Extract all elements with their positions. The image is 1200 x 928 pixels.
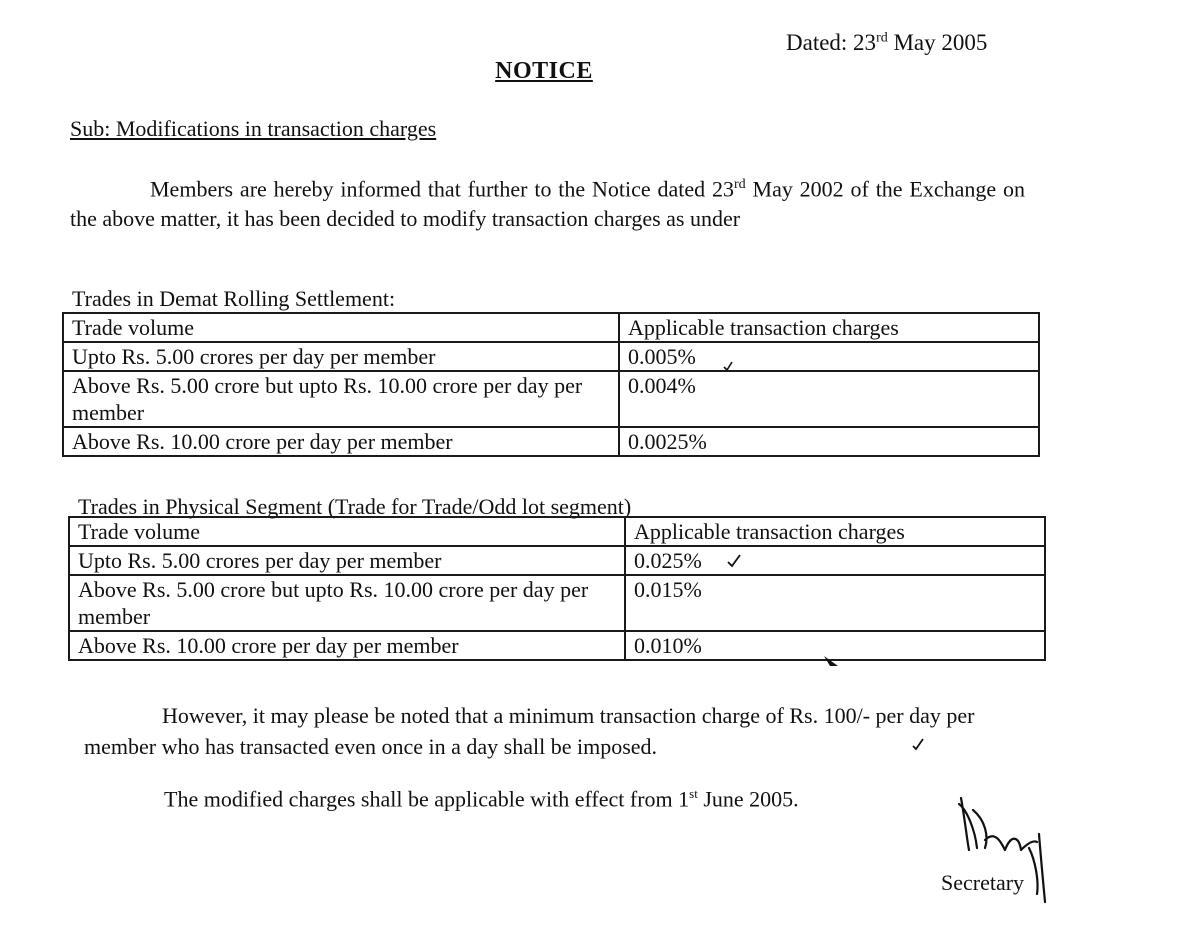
intro-paragraph: Members are hereby informed that further to the Notice dated 23rd May 2002 of the Exchange on the above matter, it has been decided to modify transaction charges as under	[70, 176, 1025, 232]
table-row	[63, 371, 1039, 427]
notice-date: Dated: 23rd May 2005	[786, 30, 988, 55]
signatory-label: Secretary	[941, 870, 1025, 895]
column-header-charges: Applicable transaction charges	[619, 313, 1039, 342]
charge-cell: 0.010%	[625, 631, 1045, 660]
charge-cell: 0.004%	[619, 371, 1039, 427]
date-ordinal: rd	[876, 30, 888, 46]
trade-volume-cell: Upto Rs. 5.00 crores per day per member	[69, 546, 625, 575]
table-row	[69, 575, 1045, 631]
charge-cell: 0.0025%	[619, 427, 1039, 456]
pen-mark-icon	[822, 654, 840, 670]
tick-mark-icon	[910, 736, 926, 752]
table-row	[63, 342, 1039, 371]
demat-section-heading: Trades in Demat Rolling Settlement:	[72, 286, 396, 311]
tick-mark-icon	[722, 360, 734, 372]
table-header-row	[69, 517, 1045, 546]
physical-charges-table	[68, 516, 1046, 661]
column-header-trade-volume: Trade volume	[69, 517, 625, 546]
demat-charges-table	[62, 312, 1040, 457]
column-header-trade-volume: Trade volume	[63, 313, 619, 342]
charge-cell: 0.015%	[625, 575, 1045, 631]
table-row	[69, 546, 1045, 575]
minimum-charge-paragraph: However, it may please be noted that a minimum transaction charge of Rs. 100/- per day per member who has transacted even once in a day shall be imposed.	[84, 703, 975, 759]
notice-title: NOTICE	[495, 58, 593, 84]
column-header-charges: Applicable transaction charges	[625, 517, 1045, 546]
charge-cell: 0.025%	[625, 546, 1045, 575]
trade-volume-cell: Upto Rs. 5.00 crores per day per member	[63, 342, 619, 371]
notice-subject: Sub: Modifications in transaction charges	[70, 116, 437, 141]
trade-volume-cell: Above Rs. 10.00 crore per day per member	[63, 427, 619, 456]
table-row	[69, 631, 1045, 660]
intro-ordinal: rd	[734, 177, 746, 192]
tick-mark-icon	[726, 552, 742, 568]
table-header-row	[63, 313, 1039, 342]
effective-ordinal: st	[689, 786, 698, 801]
trade-volume-cell: Above Rs. 5.00 crore but upto Rs. 10.00 crore per day per member	[63, 371, 619, 427]
trade-volume-cell: Above Rs. 5.00 crore but upto Rs. 10.00 crore per day per member	[69, 575, 625, 631]
trade-volume-cell: Above Rs. 10.00 crore per day per member	[69, 631, 625, 660]
physical-section-heading: Trades in Physical Segment (Trade for Trade/Odd lot segment)	[78, 494, 632, 519]
effective-date-line: The modified charges shall be applicable with effect from 1st June 2005.	[164, 786, 799, 812]
charge-cell: 0.005%	[619, 342, 1039, 371]
table-row	[63, 427, 1039, 456]
